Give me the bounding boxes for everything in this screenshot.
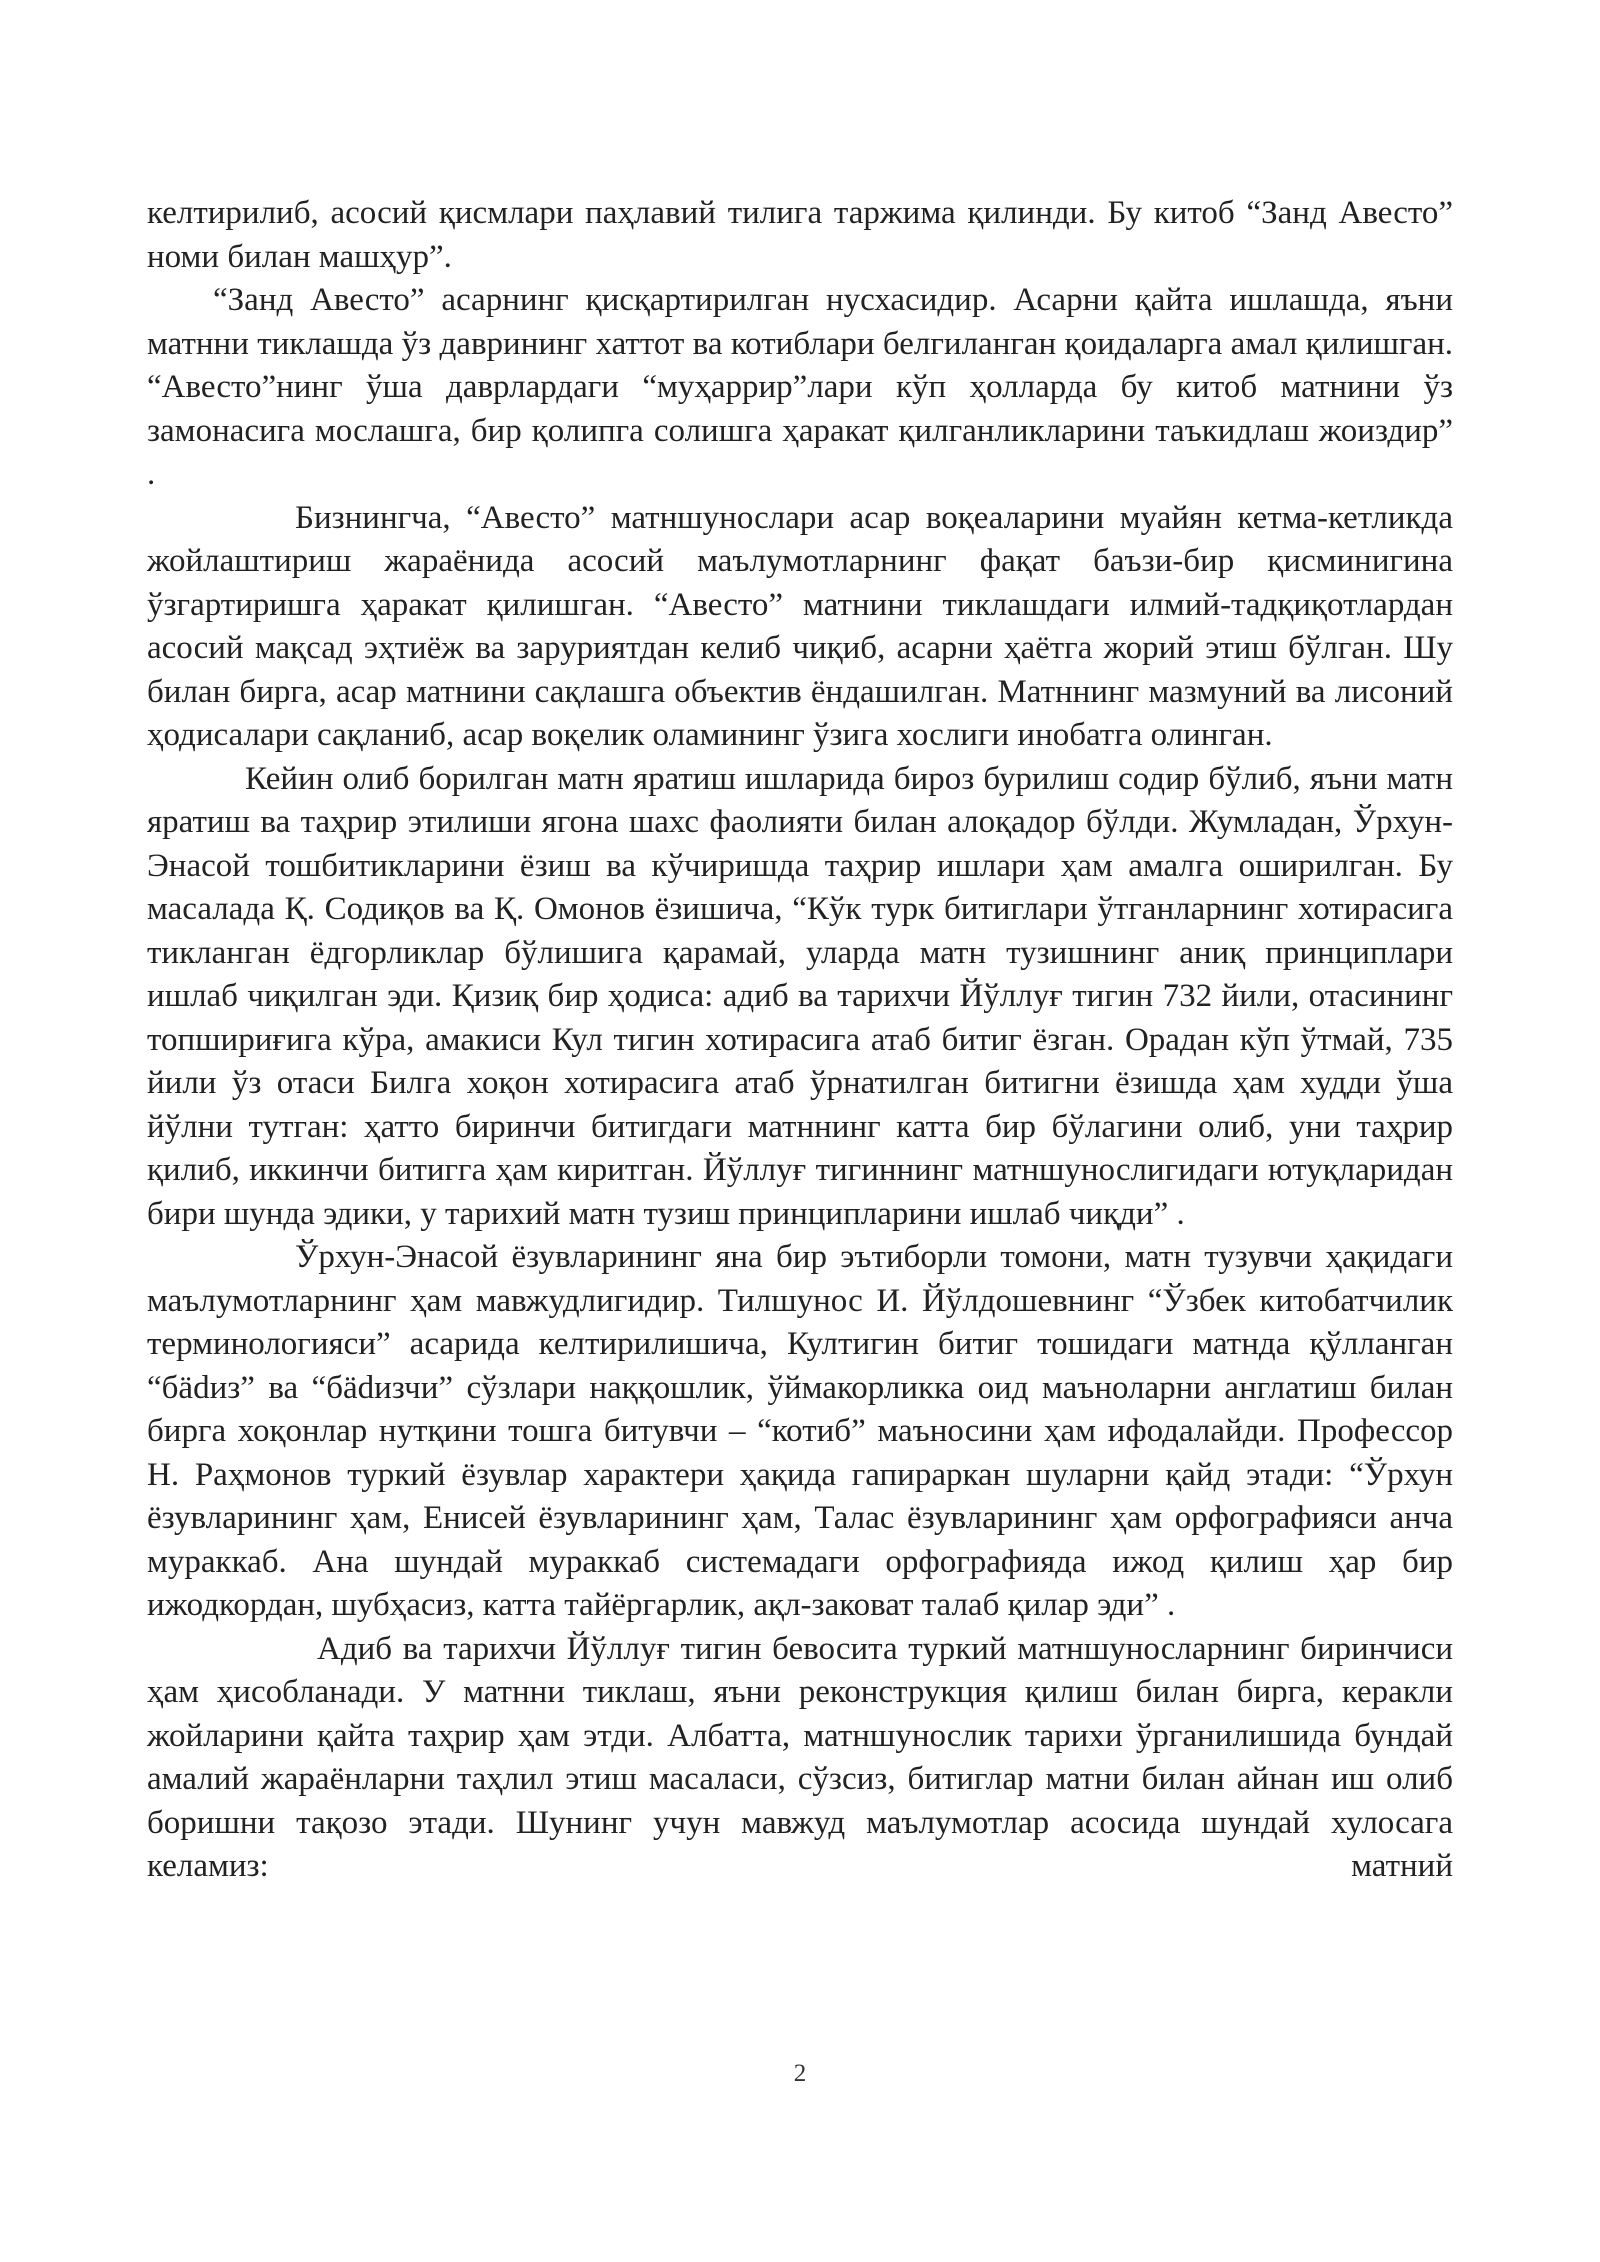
paragraph-6: Адиб ва тарихчи Йўллуғ тигин бевосита туркий матншуносларнинг биринчиси ҳам ҳисобланади. У матнни тиклаш, яъни реконструкция қилиш билан бирга, керакли жойларини қайта таҳрир ҳам этди. Албатта, матншунослик тарихи ўрганилишида бундай амалий жараёнларни таҳлил этиш масаласи, сўзсиз, битиглар матни билан айнан иш олиб боришни тақозо этади. Шунинг учун мавжуд маълумотлар асосида шундай хулосага келамиз: матний (147, 1630, 1453, 1884)
page-number: 2 (793, 2060, 807, 2087)
paragraph-3: Бизнингча, “Авесто” матншунослари асар воқеаларини муайян кетма-кетликда жойлаштириш жараёнида асосий маълумотларнинг фақат баъзи-бир қисминигина ўзгартиришга ҳаракат қилишган. “Авесто” матнини тиклашдаги илмий-тадқиқотлардан асосий мақсад эҳтиёж ва заруриятдан келиб чиқиб, асарни ҳаётга жорий этиш бўлган. Шу билан бирга, асар матнини сақлашга объектив ёндашилган. Матннинг мазмуний ва лисоний ҳодисалари сақланиб, асар воқелик оламининг ўзига хослиги инобатга олинган. (147, 499, 1453, 753)
document-body (147, 192, 1453, 1889)
paragraph-5: Ўрхун-Энасой ёзувларининг яна бир эътиборли томони, матн тузувчи ҳақидаги маълумотларнинг ҳам мавжудлигидир. Тилшунос И. Йўлдошевнинг “Ўзбек китобатчилик терминологияси” асарида келтирилишича, Култигин битиг тошидаги матнда қўлланган “бädиз” ва “бädизчи” сўзлари наққошлик, ўймакорликка оид маъноларни англатиш билан бирга хоқонлар нутқини тошга битувчи – “котиб” маъносини ҳам ифодалайди. Профессор Н. Раҳмонов туркий ёзувлар характери ҳақида гапираркан шуларни қайд этади: “Ўрхун ёзувларининг ҳам, Енисей ёзувларининг ҳам, Талас ёзувларининг ҳам орфографияси анча мураккаб. Ана шундай мураккаб системадаги орфографияда ижод қилиш ҳар бир ижодкордан, шубҳасиз, катта тайёргарлик, ақл-заковат талаб қилар эди” . (147, 1239, 1453, 1623)
paragraph-2: “Занд Авесто” асарнинг қисқартирилган нусхасидир. Асарни қайта ишлашда, яъни матнни тиклашда ўз даврининг хаттот ва котиблари белгиланган қоидаларга амал қилишган. “Авесто”нинг ўша даврлардаги “муҳаррир”лари кўп ҳолларда бу китоб матнини ўз замонасига мослашга, бир қолипга солишга ҳаракат қилганликларини таъкидлаш жоиздир” . (147, 282, 1453, 492)
paragraph-1: келтирилиб, асосий қисмлари паҳлавий тилига таржима қилинди. Бу китоб “Занд Авесто” номи билан машҳур”. (147, 195, 1453, 275)
paragraph-4: Кейин олиб борилган матн яратиш ишларида бироз бурилиш содир бўлиб, яъни матн яратиш ва таҳрир этилиши ягона шахс фаолияти билан алоқадор бўлди. Жумладан, Ўрхун-Энасой тошбитикларини ёзиш ва кўчиришда таҳрир ишлари ҳам амалга оширилган. Бу масалада Қ. Содиқов ва Қ. Омонов ёзишича, “Кўк турк битиглари ўтганларнинг хотирасига тикланган ёдгорликлар бўлишига қарамай, уларда матн тузишнинг аниқ принциплари ишлаб чиқилган эди. Қизиқ бир ҳодиса: адиб ва тарихчи Йўллуғ тигин 732 йили, отасининг топшириғига кўра, амакиси Кул тигин хотирасига атаб битиг ёзган. Орадан кўп ўтмай, 735 йили ўз отаси Билга хоқон хотирасига атаб ўрнатилган битигни ёзишда ҳам худди ўша йўлни тутган: ҳатто биринчи битигдаги матннинг катта бир бўлагини олиб, уни таҳрир қилиб, иккинчи битигга ҳам киритган. Йўллуғ тигиннинг матншунослигидаги ютуқларидан бири шунда эдики, у тарихий матн тузиш принципларини ишлаб чиқди” . (147, 760, 1453, 1232)
